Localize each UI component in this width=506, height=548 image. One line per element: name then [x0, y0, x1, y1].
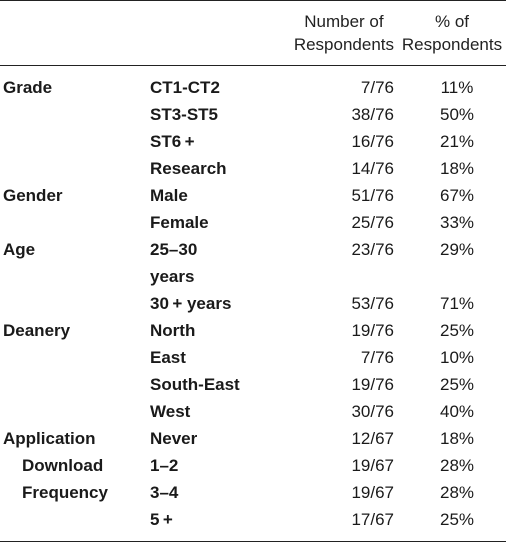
row-category: Frequency — [22, 483, 108, 502]
row-percent-of-respondents: 25% — [439, 321, 475, 340]
row-percent-of-respondents: 18% — [439, 159, 475, 178]
row-category — [0, 263, 150, 290]
row-percent-of-respondents: 25% — [398, 506, 506, 542]
row-number-of-respondents — [274, 263, 398, 290]
row-category — [0, 290, 150, 317]
row-number-of-respondents: 19/76 — [351, 375, 394, 394]
row-percent-of-respondents: 21% — [439, 132, 475, 151]
header-pct-line1: % of — [434, 12, 470, 31]
row-percent-of-respondents: 33% — [439, 213, 475, 232]
table-row — [0, 506, 506, 542]
row-category: Download — [22, 456, 104, 475]
row-category: Application — [3, 429, 96, 448]
row-percent-of-respondents: 29% — [439, 240, 475, 259]
table-row — [0, 66, 506, 102]
row-subcategory: Research — [150, 159, 227, 178]
table-row — [0, 209, 506, 236]
row-percent-of-respondents: 71% — [439, 294, 475, 313]
table-row — [0, 263, 506, 290]
row-category — [0, 371, 150, 398]
table-row — [0, 155, 506, 182]
header-number-line1: Number of — [304, 12, 384, 31]
row-category — [0, 155, 150, 182]
table-row — [0, 425, 506, 452]
header-percent-of-respondents — [398, 1, 506, 66]
row-subcategory: ST6 + — [150, 132, 195, 151]
header-row — [0, 1, 506, 66]
row-subcategory: Female — [150, 213, 209, 232]
row-number-of-respondents: 7/76 — [360, 78, 394, 97]
header-empty-sub — [150, 1, 274, 66]
row-subcategory: years — [150, 267, 195, 286]
table-row — [0, 479, 506, 506]
row-category: Grade — [3, 78, 53, 97]
row-number-of-respondents: 19/76 — [351, 321, 394, 340]
row-number-of-respondents: 38/76 — [351, 105, 394, 124]
row-percent-of-respondents: 40% — [439, 402, 475, 421]
table-row — [0, 371, 506, 398]
row-subcategory: ST3-ST5 — [150, 105, 219, 124]
header-empty-cat — [0, 1, 150, 66]
row-category — [0, 506, 150, 542]
table-header — [0, 1, 506, 66]
row-category: Gender — [3, 186, 63, 205]
row-percent-of-respondents: 67% — [439, 186, 475, 205]
table-row — [0, 128, 506, 155]
table-row — [0, 398, 506, 425]
table-body — [0, 66, 506, 542]
row-number-of-respondents: 12/67 — [351, 429, 394, 448]
row-number-of-respondents: 51/76 — [351, 186, 394, 205]
row-subcategory: 1–2 — [150, 456, 179, 475]
table-row — [0, 101, 506, 128]
header-number-of-respondents — [274, 1, 398, 66]
row-category: Age — [3, 240, 36, 259]
row-subcategory: North — [150, 321, 196, 340]
row-subcategory: West — [150, 402, 191, 421]
table-row — [0, 290, 506, 317]
row-number-of-respondents: 53/76 — [351, 294, 394, 313]
row-number-of-respondents: 7/76 — [360, 348, 394, 367]
table-row — [0, 344, 506, 371]
row-subcategory: 25–30 — [150, 240, 198, 259]
row-subcategory: Never — [150, 429, 198, 448]
row-category — [0, 128, 150, 155]
row-subcategory: 3–4 — [150, 483, 179, 502]
row-category: Deanery — [3, 321, 71, 340]
row-category — [0, 398, 150, 425]
table-row — [0, 452, 506, 479]
row-subcategory: South-East — [150, 375, 240, 394]
row-subcategory: East — [150, 348, 186, 367]
row-percent-of-respondents: 28% — [439, 456, 475, 475]
row-percent-of-respondents: 28% — [439, 483, 475, 502]
row-number-of-respondents: 30/76 — [351, 402, 394, 421]
row-category — [0, 344, 150, 371]
row-number-of-respondents: 23/76 — [351, 240, 394, 259]
row-category — [0, 209, 150, 236]
row-number-of-respondents: 19/67 — [351, 456, 394, 475]
header-pct-line2: Respondents — [401, 35, 503, 54]
row-number-of-respondents: 25/76 — [351, 213, 394, 232]
row-number-of-respondents: 17/67 — [274, 506, 398, 542]
header-number-line2: Respondents — [293, 35, 394, 54]
row-percent-of-respondents: 50% — [439, 105, 475, 124]
table-row — [0, 317, 506, 344]
row-number-of-respondents: 19/67 — [351, 483, 394, 502]
row-subcategory: 5 + — [150, 506, 274, 542]
table-row — [0, 236, 506, 263]
row-percent-of-respondents — [398, 263, 506, 290]
row-category — [0, 101, 150, 128]
row-number-of-respondents: 16/76 — [351, 132, 394, 151]
table-row — [0, 182, 506, 209]
row-percent-of-respondents: 11% — [440, 78, 474, 97]
row-number-of-respondents: 14/76 — [351, 159, 394, 178]
row-percent-of-respondents: 18% — [439, 429, 475, 448]
row-percent-of-respondents: 10% — [439, 348, 475, 367]
row-subcategory: 30 + years — [150, 294, 232, 313]
row-subcategory: Male — [150, 186, 188, 205]
row-subcategory: CT1-CT2 — [150, 78, 220, 97]
row-percent-of-respondents: 25% — [439, 375, 475, 394]
